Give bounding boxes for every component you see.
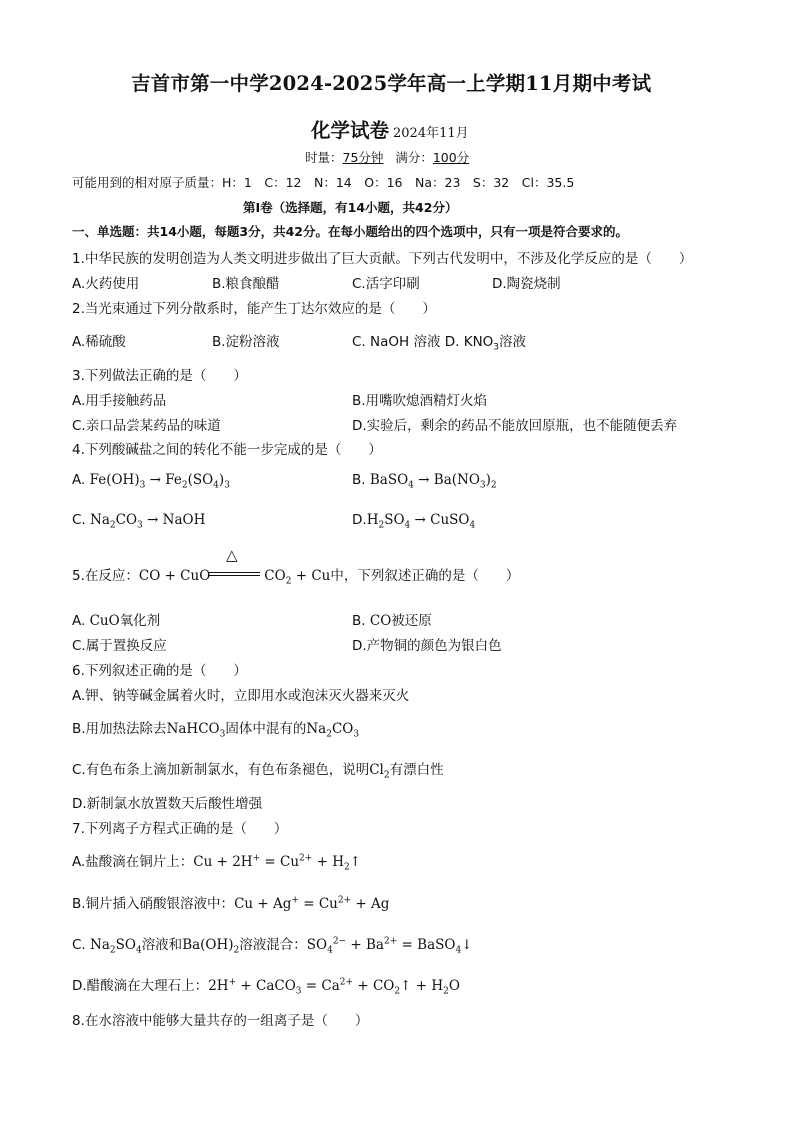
q2-option-c-post: 溶液 <box>499 334 527 350</box>
q4-option-b: B. BaSO$_4$ → $Ba(NO_3)_2$ <box>352 472 497 491</box>
q5-stem: 5.在反应：CO + CuO $CO_2 + Cu$中，下列叙述正确的是（ ） <box>72 568 520 587</box>
q1-option-a: A.火药使用 <box>72 276 140 292</box>
q3-option-d: D.实验后，剩余的药品不能放回原瓶，也不能随便丢弃 <box>352 418 678 434</box>
time-value: 75分钟 <box>342 150 384 165</box>
q3-option-b: B.用嘴吹熄酒精灯火焰 <box>352 393 488 409</box>
q8-stem: 8.在水溶液中能够大量共存的一组离子是（ ） <box>72 1013 369 1029</box>
q6-option-a: A.钾、钠等碱金属着火时，立即用水或泡沫灭火器来灭火 <box>72 688 410 704</box>
q4-stem: 4.下列酸碱盐之间的转化不能一步完成的是（ ） <box>72 442 382 458</box>
q7-stem: 7.下列离子方程式正确的是（ ） <box>72 821 288 837</box>
q2-option-a: A.稀硫酸 <box>72 334 126 350</box>
q1-option-d: D.陶瓷烧制 <box>492 276 561 292</box>
exam-subtitle-line <box>311 115 469 143</box>
q4-option-d: $D.H_2SO_4$ → CuSO$_4$ <box>352 512 476 531</box>
q3-option-a: A.用手接触药品 <box>72 393 167 409</box>
score-value: 100分 <box>432 150 470 165</box>
heat-delta-icon: △ <box>226 546 238 564</box>
q6-stem: 6.下列叙述正确的是（ ） <box>72 663 247 679</box>
q7-option-c: C. $Na_2SO_4$溶液和$Ba(OH)_2$溶液混合：$SO_4^{2-} + Ba^{2+}$ = BaSO$_4$↓ <box>72 936 473 956</box>
reaction-equals-bar <box>208 572 260 576</box>
q4-option-c: C. $Na_2CO_3$ → NaOH <box>72 512 206 531</box>
q5-option-c: C.属于置换反应 <box>72 638 167 654</box>
q5-option-b: B. CO被还原 <box>352 613 432 629</box>
q3-stem: 3.下列做法正确的是（ ） <box>72 368 247 384</box>
exam-subtitle: 化学试卷 <box>311 119 390 142</box>
time-label: 时量： <box>305 150 343 165</box>
q2-sub: 3 <box>493 342 500 353</box>
exam-time-score <box>305 148 469 166</box>
q6-option-b: B.用加热法除去NaHCO$_3$固体中混有的$Na_2CO_3$ <box>72 721 360 740</box>
q7-option-a: A.盐酸滴在铜片上：$Cu + 2H^+ = Cu^{2+}$ + $H_2↑$ <box>72 853 362 873</box>
section-instructions <box>72 222 628 240</box>
q5-option-a: A. CuO氧化剂 <box>72 613 161 629</box>
q5-option-d: D.产物铜的颜色为银白色 <box>352 638 502 654</box>
q6-option-c: C.有色布条上滴加新制氯水，有色布条褪色，说明$Cl_2$有漂白性 <box>72 762 444 781</box>
q2-option-cd <box>352 330 526 353</box>
q2-stem: 2.当光束通过下列分散系时，能产生丁达尔效应的是（ ） <box>72 301 436 317</box>
q2-option-b: B.淀粉溶液 <box>212 334 280 350</box>
q4-option-a: A. $Fe(OH)_3 \to Fe_2(SO_4)_3$ <box>72 472 230 491</box>
q1-option-b: B.粮食酿醋 <box>212 276 280 292</box>
q7-option-d: D.醋酸滴在大理石上：2H+ + CaCO$_3$ = $Ca^{2+}$ + $CO_2↑ + H_2O$ <box>72 977 460 997</box>
exam-date: 2024年11月 <box>393 126 469 141</box>
section-title: 第I卷（选择题，有14小题，共42分） <box>243 200 458 215</box>
q1-option-c: C.活字印刷 <box>352 276 420 292</box>
q6-option-d: D.新制氯水放置数天后酸性增强 <box>72 796 263 812</box>
q1-stem: 1.中华民族的发明创造为人类文明进步做出了巨大贡献。下列古代发明中，不涉及化学反应的是（ ） <box>72 251 693 267</box>
instructions-rest: 在每小题给出的四个选项中，只有一项是符合要求的。 <box>328 224 629 239</box>
score-label: 满分： <box>395 150 433 165</box>
q3-option-c: C.亲口品尝某药品的味道 <box>72 418 221 434</box>
atomic-masses: 可能用到的相对原子质量：H：1 C：12 N：14 O：16 Na：23 S：32 Cl：35.5 <box>72 175 575 190</box>
q7-option-b: B.铜片插入硝酸银溶液中：$Cu + Ag^+ = Cu^{2+} + Ag$ <box>72 895 390 912</box>
q2-option-c-pre: C. NaOH 溶液 D. KNO <box>352 334 494 350</box>
exam-title: 吉首市第一中学2024-2025学年高一上学期11月期中考试 <box>131 72 652 95</box>
instructions-bold: 一、单选题：共14小题，每题3分，共42分。 <box>72 224 328 239</box>
